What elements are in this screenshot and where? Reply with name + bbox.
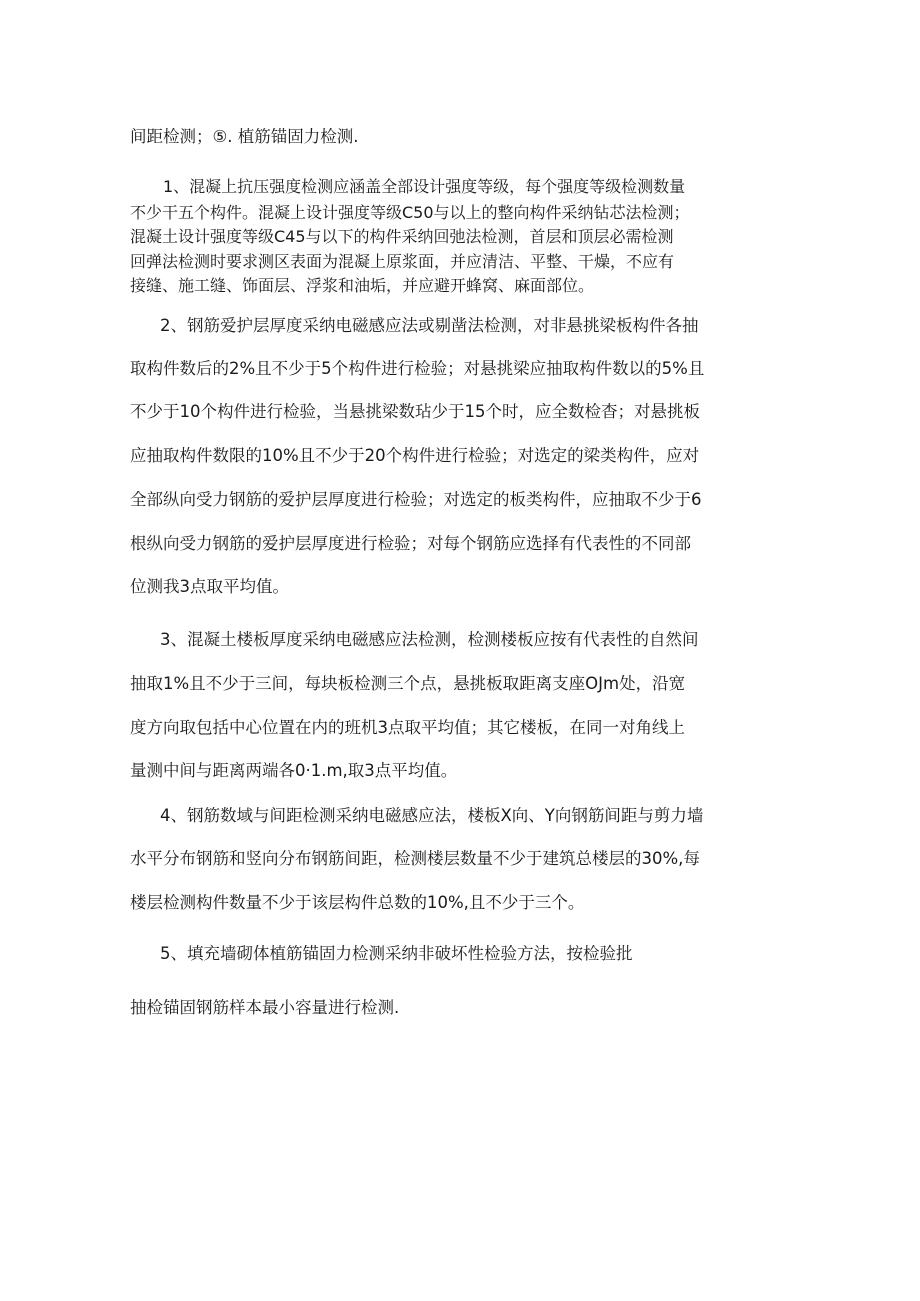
text-line: 接缝、施工缝、饰面层、浮浆和油垢，并应避开蜂窝、麻面部位。 bbox=[130, 276, 595, 295]
text-line: 取构件数后的2%且不少于5个构件进行检验；对悬挑梁应抽取构件数以的5%且 bbox=[130, 359, 705, 378]
text-line: 全部纵向受力钢筋的爱护层厚度进行检验；对选定的板类构件，应抽取不少于6 bbox=[130, 490, 702, 509]
text-line: 5、填充墙砌体植筋锚固力检测采纳非破坏性检验方法，按检验批 bbox=[160, 944, 633, 963]
text-line: 间距检测；⑤. 植筋锚固力检测. bbox=[130, 127, 359, 146]
text-line: 楼层检测构件数量不少于该层构件总数的10%,且不少于三个。 bbox=[130, 893, 585, 912]
text-line: 不少干五个构件。混凝上设计强度等级C50与以上的整向构件采纳钻芯法检测； bbox=[130, 203, 690, 222]
text-line: 1、混凝上抗压强度检测应涵盖全部设计强度等级，每个强度等级检测数量 bbox=[163, 177, 686, 196]
text-line: 水平分布钢筋和竖向分布钢筋间距，检测楼层数量不少于建筑总楼层的30%,每 bbox=[130, 849, 700, 868]
text-line: 度方向取包括中心位置在内的班机3点取平均值；其它楼板，在同一对角线上 bbox=[130, 718, 685, 737]
text-line: 抽检锚固钢筋样本最小容量进行检测. bbox=[130, 998, 400, 1017]
text-line: 4、钢筋数域与间距检测采纳电磁感应法，楼板X向、Y向钢筋间距与剪力墙 bbox=[160, 806, 704, 825]
text-line: 应抽取构件数限的10%且不少于20个构件进行检验；对选定的梁类构件，应对 bbox=[130, 446, 700, 465]
text-line: 抽取1%且不少于三间，每块板检测三个点，悬挑板取距离支座OJm处，沿宽 bbox=[130, 674, 686, 693]
text-line: 不少于10个构件进行检验，当悬挑梁数玷少于15个时，应全数检杳；对悬挑板 bbox=[130, 402, 700, 421]
text-line: 混凝土设计强度等级C45与以下的构件采纳回弛法检测，首层和顶层必需检测 bbox=[130, 227, 674, 246]
text-line: 位测我3点取平均值。 bbox=[130, 577, 289, 596]
text-line: 量测中间与距离两端各0·1.m,取3点平均值。 bbox=[130, 761, 458, 780]
text-line: 回弹法检测时要求测区表面为混凝上原浆面，并应清洁、平整、干燥，不应有 bbox=[130, 252, 675, 271]
text-line: 2、钢筋爱护层厚度采纳电磁感应法或剔凿法检测，对非悬挑梁板构件各抽 bbox=[160, 316, 699, 335]
text-line: 根纵向受力钢筋的爱护层厚度进行检验；对每个钢筋应选择有代表性的不同部 bbox=[130, 534, 691, 553]
text-line: 3、混凝土楼板厚度采纳电磁感应法检测，检测楼板应按有代表性的自然间 bbox=[160, 630, 699, 649]
